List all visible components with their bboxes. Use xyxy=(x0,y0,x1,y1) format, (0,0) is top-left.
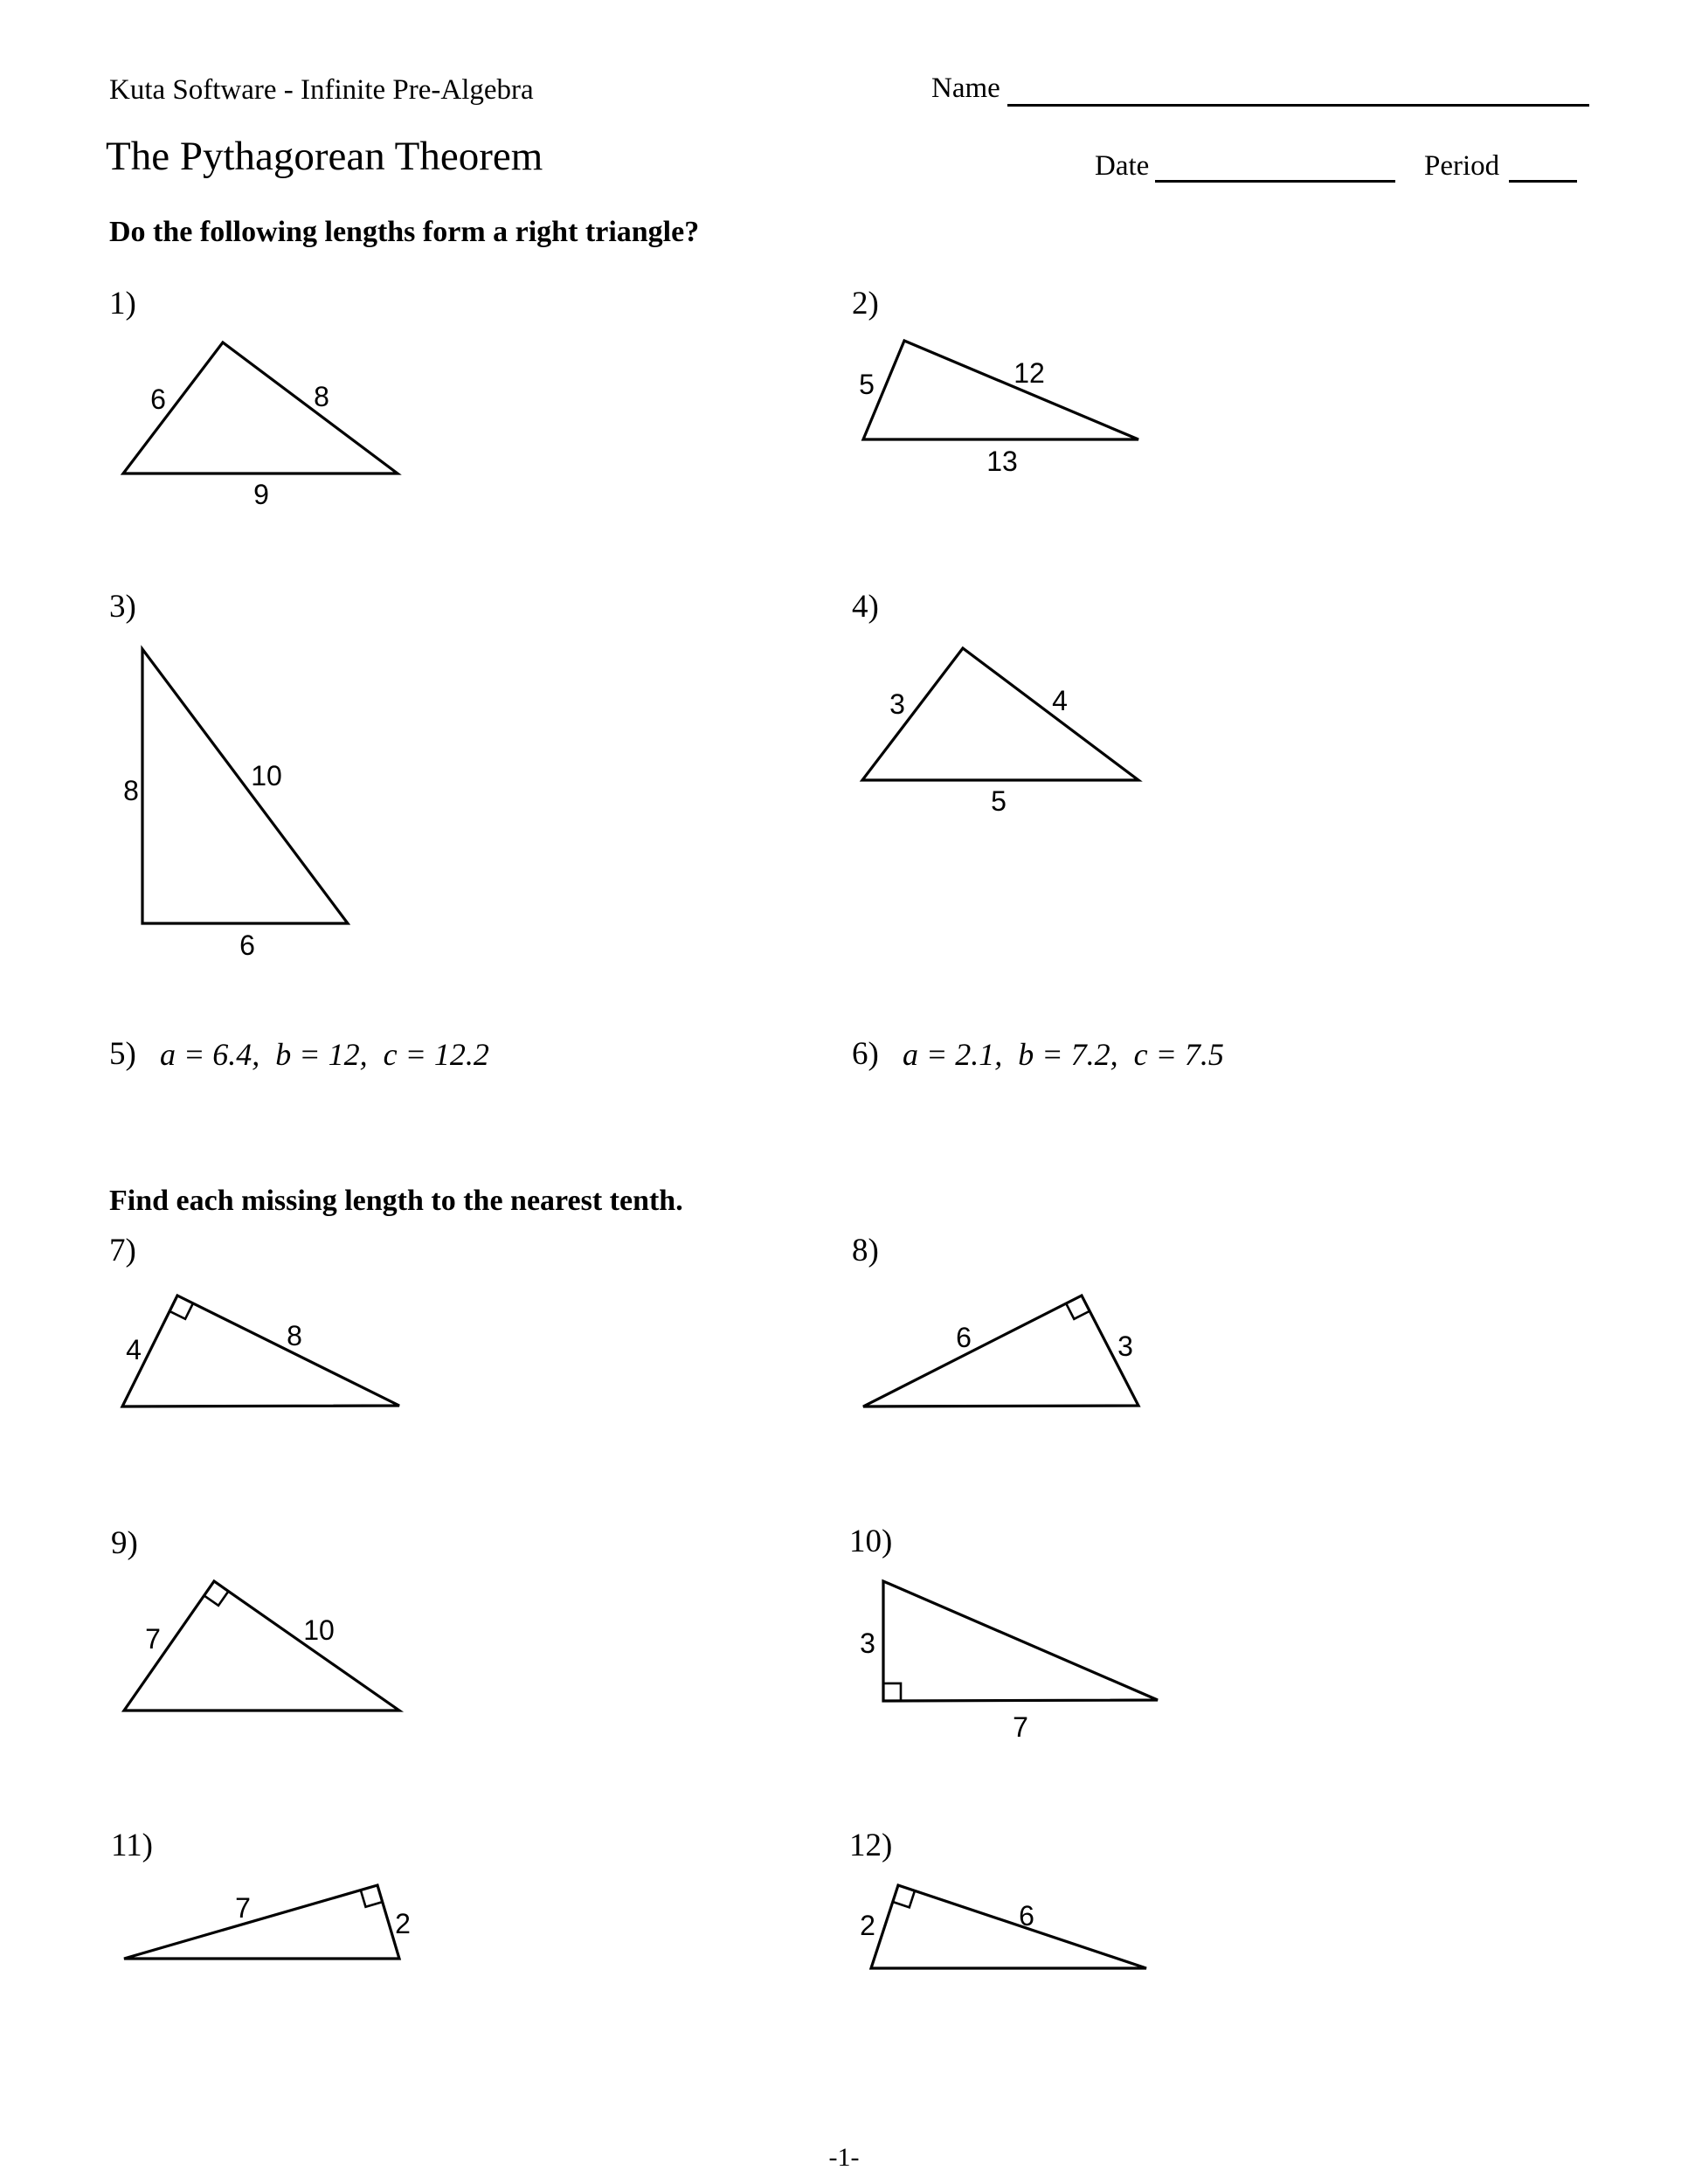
problem-11-number: 11) xyxy=(111,1828,153,1863)
side-length-label-3-10: 10 xyxy=(251,760,282,791)
side-length-label-1-8: 8 xyxy=(314,381,329,412)
side-length-label-9-10: 10 xyxy=(303,1614,335,1646)
problem-5-values: a = 6.4, b = 12, c = 12.2 xyxy=(160,1037,489,1072)
problem-6-values: a = 2.1, b = 7.2, c = 7.5 xyxy=(903,1037,1224,1072)
problem-12-number: 12) xyxy=(849,1828,893,1863)
side-length-label-12-6: 6 xyxy=(1019,1900,1034,1932)
right-angle-marker-9 xyxy=(204,1591,229,1605)
name-label: Name xyxy=(931,73,1000,104)
section-1-heading: Do the following lengths form a right triangle? xyxy=(109,216,700,248)
section-2-heading: Find each missing length to the nearest tenth. xyxy=(109,1185,683,1217)
side-length-label-2-5: 5 xyxy=(859,369,875,400)
problem-8-number: 8) xyxy=(852,1233,879,1268)
triangle-figure-10 xyxy=(883,1581,1158,1701)
right-angle-marker-10 xyxy=(883,1683,901,1701)
side-length-label-4-4: 4 xyxy=(1052,685,1068,716)
side-length-label-4-5: 5 xyxy=(991,785,1007,817)
problem-7-number: 7) xyxy=(109,1233,136,1268)
triangle-figure-8 xyxy=(863,1296,1138,1406)
side-length-label-8-6: 6 xyxy=(956,1322,972,1353)
side-length-label-2-12: 12 xyxy=(1013,357,1045,389)
side-length-label-11-2: 2 xyxy=(395,1908,411,1939)
triangle-figure-11 xyxy=(124,1885,399,1959)
side-length-label-12-2: 2 xyxy=(860,1910,875,1941)
period-label: Period xyxy=(1424,150,1500,182)
side-length-label-7-8: 8 xyxy=(287,1320,302,1351)
problem-4-number: 4) xyxy=(852,589,879,625)
triangle-figure-9 xyxy=(124,1581,399,1711)
problem-5-number: 5) xyxy=(109,1036,136,1072)
side-length-label-3-6: 6 xyxy=(239,930,255,961)
problem-6-number: 6) xyxy=(852,1036,879,1072)
side-length-label-8-3: 3 xyxy=(1117,1330,1133,1362)
triangle-figure-3 xyxy=(142,649,348,923)
triangle-figure-7 xyxy=(122,1296,399,1406)
problem-3-number: 3) xyxy=(109,589,136,625)
side-length-label-1-6: 6 xyxy=(150,384,166,415)
page-number: -1- xyxy=(828,2143,860,2172)
side-length-label-11-7: 7 xyxy=(235,1892,251,1924)
software-header: Kuta Software - Infinite Pre-Algebra xyxy=(109,74,534,106)
page-title: The Pythagorean Theorem xyxy=(106,134,543,179)
side-length-label-10-7: 7 xyxy=(1013,1711,1028,1743)
side-length-label-3-8: 8 xyxy=(123,775,139,806)
side-length-label-10-3: 3 xyxy=(860,1628,875,1659)
side-length-label-9-7: 7 xyxy=(145,1623,161,1655)
problem-10-number: 10) xyxy=(849,1524,893,1559)
triangle-figure-2 xyxy=(863,341,1138,439)
date-label: Date xyxy=(1095,150,1150,182)
side-length-label-4-3: 3 xyxy=(889,688,905,720)
side-length-label-1-9: 9 xyxy=(253,479,269,510)
problem-1-number: 1) xyxy=(109,286,136,321)
problem-2-number: 2) xyxy=(852,286,879,321)
problem-9-number: 9) xyxy=(111,1525,138,1561)
side-length-label-7-4: 4 xyxy=(126,1334,142,1365)
side-length-label-2-13: 13 xyxy=(986,446,1018,477)
